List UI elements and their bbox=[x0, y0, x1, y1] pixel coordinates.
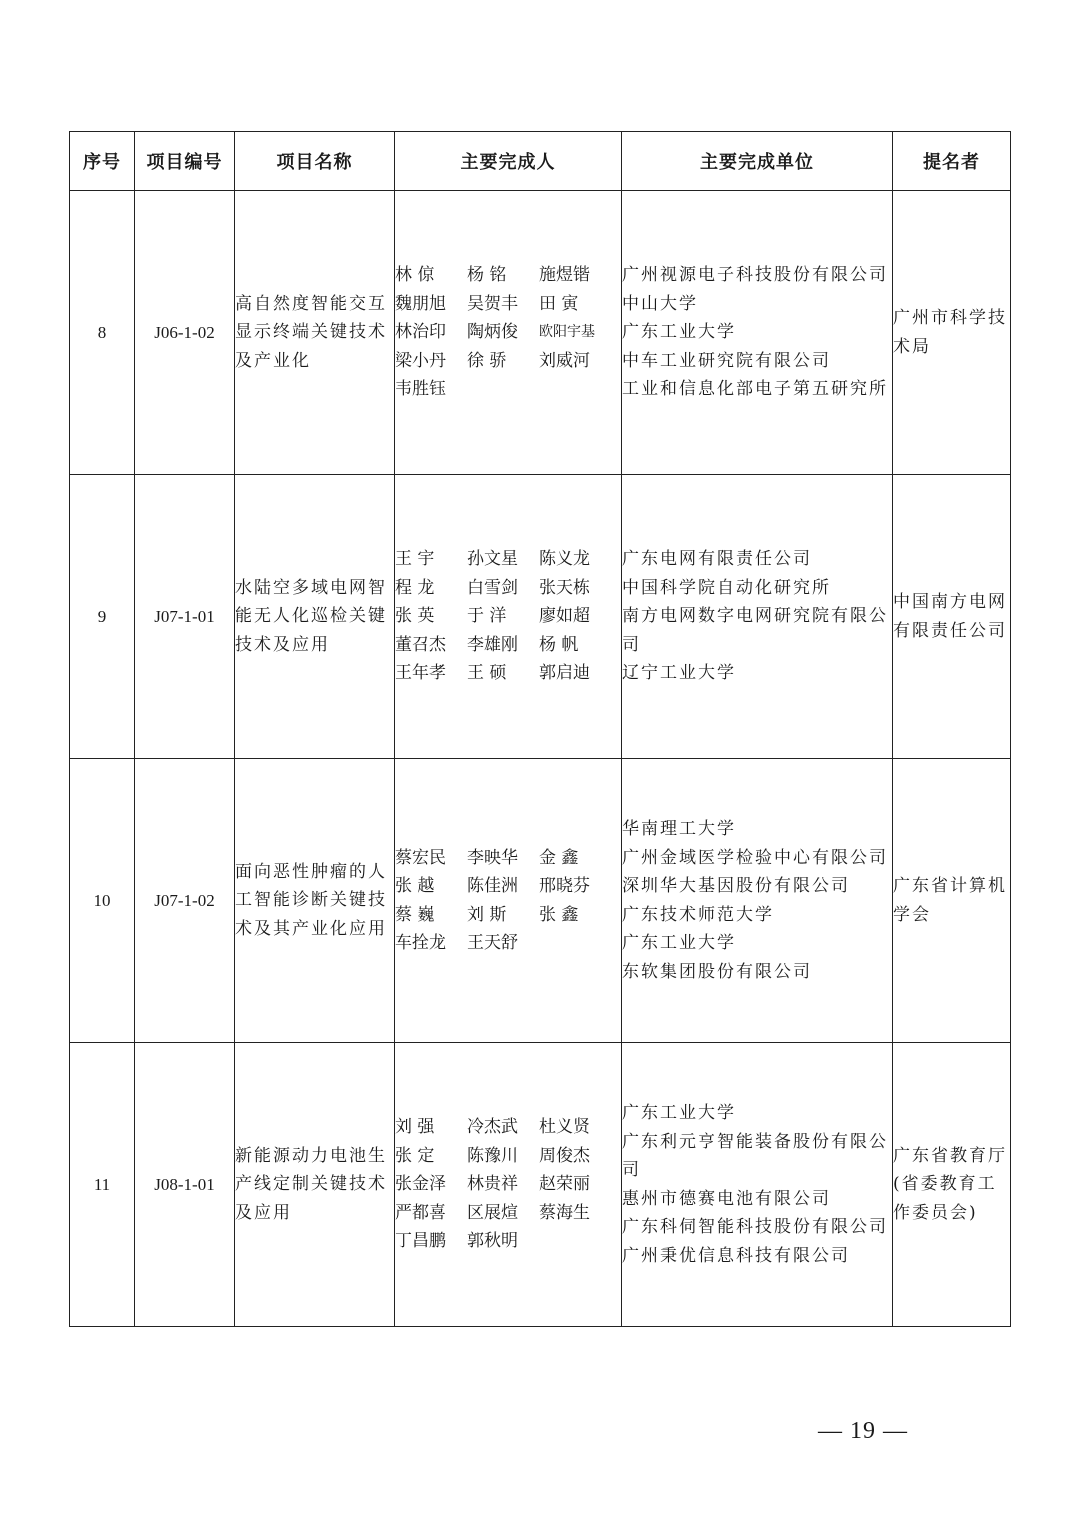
person-name: 刘 斯 bbox=[467, 904, 507, 925]
row-number: 9 bbox=[70, 475, 135, 759]
person-list bbox=[395, 844, 621, 958]
project-code: J08-1-01 bbox=[135, 1043, 235, 1327]
unit-name: 广东利元亨智能装备股份有限公司 bbox=[622, 1131, 888, 1180]
unit-name: 广东工业大学 bbox=[622, 933, 736, 953]
person-name: 刘 强 bbox=[395, 1117, 435, 1138]
header-nominator: 提名者 bbox=[893, 132, 1011, 191]
header-name: 项目名称 bbox=[235, 132, 395, 191]
unit-name: 南方电网数字电网研究院有限公司 bbox=[622, 606, 888, 655]
header-units: 主要完成单位 bbox=[622, 132, 893, 191]
person-name: 董召杰 bbox=[395, 634, 446, 655]
table-row bbox=[70, 1043, 1011, 1327]
person-name: 陈义龙 bbox=[539, 549, 590, 570]
person-name: 施煜锴 bbox=[539, 265, 590, 286]
project-name: 新能源动力电池生产线定制关键技术及应用 bbox=[235, 1043, 395, 1327]
person-name: 冷杰武 bbox=[467, 1117, 518, 1138]
person-name: 王 硕 bbox=[467, 663, 507, 684]
person-name: 陶炳俊 bbox=[467, 322, 518, 343]
person-name: 欧阳宇基 bbox=[539, 324, 595, 341]
nominator: 中国南方电网有限责任公司 bbox=[893, 475, 1011, 759]
unit-name: 中国科学院自动化研究所 bbox=[622, 577, 831, 598]
unit-name: 东软集团股份有限公司 bbox=[622, 961, 812, 982]
row-number: 11 bbox=[70, 1043, 135, 1327]
table-row bbox=[70, 759, 1011, 1043]
unit-name: 工业和信息化部电子第五研究所 bbox=[622, 379, 888, 400]
person-list bbox=[395, 545, 621, 688]
person-name: 郭秋明 bbox=[467, 1231, 518, 1252]
header-code: 项目编号 bbox=[135, 132, 235, 191]
unit-name: 广东工业大学 bbox=[622, 1103, 736, 1123]
person-list bbox=[395, 261, 621, 404]
person-name: 林贵祥 bbox=[467, 1174, 518, 1195]
person-name: 李映华 bbox=[467, 847, 518, 868]
table-header-row bbox=[70, 132, 1011, 191]
main-persons bbox=[395, 1043, 622, 1327]
person-name: 吴贺丰 bbox=[467, 293, 518, 314]
person-name: 蔡宏民 bbox=[395, 847, 446, 868]
person-name: 廖如超 bbox=[539, 606, 590, 627]
person-name: 王年孝 bbox=[395, 663, 446, 684]
main-persons bbox=[395, 475, 622, 759]
person-name: 程 龙 bbox=[395, 577, 435, 598]
main-units bbox=[622, 759, 893, 1043]
unit-name: 辽宁工业大学 bbox=[622, 663, 736, 684]
person-name: 郭启迪 bbox=[539, 663, 590, 684]
person-name: 邢晓芬 bbox=[539, 876, 590, 896]
unit-name: 广东电网有限责任公司 bbox=[622, 549, 812, 570]
person-name: 林 倞 bbox=[395, 265, 435, 286]
person-name: 张 定 bbox=[395, 1145, 435, 1166]
person-name: 于 洋 bbox=[467, 606, 507, 627]
person-name: 田 寅 bbox=[539, 293, 579, 314]
person-name: 张天栋 bbox=[539, 577, 590, 598]
project-name: 面向恶性肿瘤的人工智能诊断关键技术及其产业化应用 bbox=[235, 759, 395, 1043]
nominator: 广东省教育厅(省委教育工作委员会) bbox=[893, 1043, 1011, 1327]
person-name: 蔡 巍 bbox=[395, 904, 435, 925]
unit-name: 深圳华大基因股份有限公司 bbox=[622, 876, 850, 896]
unit-name: 广州视源电子科技股份有限公司 bbox=[622, 265, 888, 286]
main-units bbox=[622, 475, 893, 759]
unit-name: 广东科伺智能科技股份有限公司 bbox=[622, 1217, 888, 1237]
row-number: 8 bbox=[70, 191, 135, 475]
header-seq: 序号 bbox=[70, 132, 135, 191]
row-number: 10 bbox=[70, 759, 135, 1043]
unit-name: 广东技术师范大学 bbox=[622, 904, 774, 925]
person-name: 区展煊 bbox=[467, 1202, 518, 1223]
unit-name: 广东工业大学 bbox=[622, 322, 736, 343]
person-list bbox=[395, 1113, 621, 1256]
person-name: 杨 铭 bbox=[467, 265, 507, 286]
main-persons bbox=[395, 759, 622, 1043]
person-name: 林治印 bbox=[395, 322, 446, 343]
unit-name: 中车工业研究院有限公司 bbox=[622, 350, 831, 371]
person-name: 李雄刚 bbox=[467, 634, 518, 655]
person-name: 韦胜钰 bbox=[395, 379, 446, 400]
nominator: 广州市科学技术局 bbox=[893, 191, 1011, 475]
person-name: 陈佳洲 bbox=[467, 876, 518, 896]
person-name: 张 英 bbox=[395, 606, 435, 627]
person-name: 陈豫川 bbox=[467, 1145, 518, 1166]
unit-name: 广州金域医学检验中心有限公司 bbox=[622, 847, 888, 868]
person-name: 王天舒 bbox=[467, 933, 518, 953]
page-number: — 19 — bbox=[818, 1418, 908, 1444]
person-name: 徐 骄 bbox=[467, 350, 507, 371]
person-name: 杜义贤 bbox=[539, 1117, 590, 1138]
awards-table bbox=[69, 131, 1011, 1327]
project-code: J07-1-01 bbox=[135, 475, 235, 759]
person-name: 魏朋旭 bbox=[395, 293, 446, 314]
project-name: 水陆空多域电网智能无人化巡检关键技术及应用 bbox=[235, 475, 395, 759]
unit-name: 华南理工大学 bbox=[622, 819, 736, 839]
person-name: 刘威河 bbox=[539, 350, 590, 371]
unit-name: 惠州市德赛电池有限公司 bbox=[622, 1188, 831, 1209]
project-name: 高自然度智能交互显示终端关键技术及产业化 bbox=[235, 191, 395, 475]
project-code: J06-1-02 bbox=[135, 191, 235, 475]
table-row bbox=[70, 475, 1011, 759]
nominator: 广东省计算机学会 bbox=[893, 759, 1011, 1043]
project-code: J07-1-02 bbox=[135, 759, 235, 1043]
main-units bbox=[622, 1043, 893, 1327]
person-name: 白雪剑 bbox=[467, 577, 518, 598]
main-persons bbox=[395, 191, 622, 475]
unit-name: 中山大学 bbox=[622, 293, 698, 314]
main-units bbox=[622, 191, 893, 475]
person-name: 周俊杰 bbox=[539, 1145, 590, 1166]
person-name: 梁小丹 bbox=[395, 350, 446, 371]
person-name: 丁昌鹏 bbox=[395, 1231, 446, 1252]
person-name: 赵荣丽 bbox=[539, 1174, 590, 1195]
person-name: 杨 帆 bbox=[539, 634, 579, 655]
person-name: 蔡海生 bbox=[539, 1202, 590, 1223]
person-name: 张 鑫 bbox=[539, 904, 579, 925]
person-name: 金 鑫 bbox=[539, 847, 579, 868]
header-persons: 主要完成人 bbox=[395, 132, 622, 191]
person-name: 严都喜 bbox=[395, 1202, 446, 1223]
person-name: 张金泽 bbox=[395, 1174, 446, 1195]
person-name: 张 越 bbox=[395, 876, 435, 896]
person-name: 王 宇 bbox=[395, 549, 435, 570]
table-row bbox=[70, 191, 1011, 475]
unit-name: 广州秉优信息科技有限公司 bbox=[622, 1245, 850, 1266]
person-name: 车拴龙 bbox=[395, 933, 446, 953]
person-name: 孙文星 bbox=[467, 549, 518, 570]
